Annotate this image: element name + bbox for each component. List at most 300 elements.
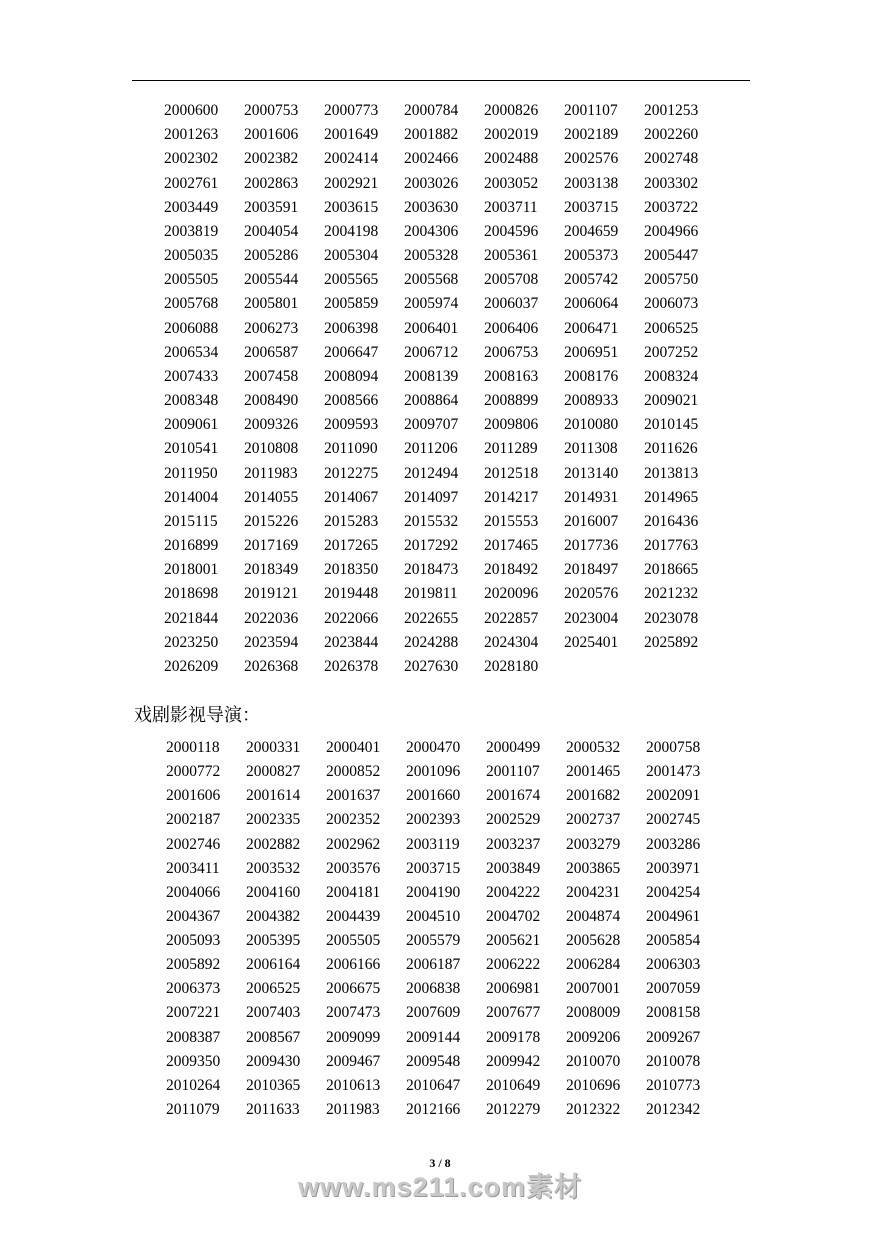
- student-number: 2000532: [566, 739, 621, 756]
- student-number: 2012494: [404, 464, 459, 482]
- student-number: 2002748: [644, 150, 699, 168]
- student-number: 2023594: [244, 633, 299, 651]
- student-number: 2014055: [244, 488, 299, 506]
- student-number: 2008566: [324, 392, 379, 410]
- student-number: 2006273: [244, 319, 299, 337]
- student-number: 2005974: [404, 295, 459, 313]
- student-number: 2001637: [326, 787, 381, 805]
- student-number: 2009099: [326, 1028, 381, 1046]
- student-number: 2003715: [406, 859, 461, 877]
- student-number: 2015283: [324, 512, 379, 530]
- student-number: 2019811: [404, 585, 458, 603]
- student-number: 2018698: [164, 585, 219, 603]
- student-number: 2009206: [566, 1028, 621, 1046]
- student-number: 2016899: [164, 537, 219, 555]
- student-number: 2004306: [404, 222, 459, 240]
- student-number: 2006164: [246, 956, 301, 974]
- student-number: 2006753: [484, 343, 539, 361]
- table-row: [164, 220, 724, 244]
- table-row: [166, 881, 726, 905]
- student-number: 2009593: [324, 416, 379, 434]
- student-number: 2011950: [164, 464, 218, 482]
- table-row: [164, 510, 724, 534]
- student-number: 2008933: [564, 392, 619, 410]
- table-row: [164, 292, 724, 316]
- student-number: 2010080: [564, 416, 619, 434]
- student-number: 2011626: [644, 440, 698, 458]
- student-number: 2000470: [406, 739, 461, 756]
- student-number: 2004961: [646, 907, 701, 925]
- student-number: 2010649: [486, 1076, 541, 1094]
- student-number: 2003138: [564, 174, 619, 192]
- student-number: 2003286: [646, 835, 701, 853]
- student-number: 2008387: [166, 1028, 221, 1046]
- student-number: 2026378: [324, 657, 379, 675]
- student-number: 2005395: [246, 932, 301, 950]
- student-number: 2005304: [324, 247, 379, 265]
- student-number: 2001107: [486, 763, 540, 781]
- student-number: 2007403: [246, 1004, 301, 1022]
- student-number: 2019448: [324, 585, 379, 603]
- table-row: [164, 582, 724, 606]
- student-number: 2010070: [566, 1052, 621, 1070]
- student-number: 2005286: [244, 247, 299, 265]
- student-number: 2015115: [164, 512, 218, 530]
- student-number: 2016436: [644, 512, 699, 530]
- student-number: 2008163: [484, 367, 539, 385]
- student-number: 2005505: [326, 932, 381, 950]
- student-number: 2006064: [564, 295, 619, 313]
- student-number: 2004254: [646, 883, 701, 901]
- student-number: 2003052: [484, 174, 539, 192]
- table-row: [164, 607, 724, 631]
- student-number: 2006166: [326, 956, 381, 974]
- student-number: 2008158: [646, 1004, 701, 1022]
- student-number: 2005568: [404, 271, 459, 289]
- student-number: 2009326: [244, 416, 299, 434]
- student-number: 2003119: [406, 835, 460, 853]
- student-number: 2003722: [644, 198, 699, 216]
- student-number: 2004659: [564, 222, 619, 240]
- student-number: 2021844: [164, 609, 219, 627]
- student-number: 2002091: [646, 787, 701, 805]
- student-number: 2004190: [406, 883, 461, 901]
- table-row: [164, 462, 724, 486]
- table-row: [166, 736, 726, 760]
- student-number: 2008324: [644, 367, 699, 385]
- student-number: 2008899: [484, 392, 539, 410]
- student-number: 2009707: [404, 416, 459, 434]
- student-number: 2004702: [486, 907, 541, 925]
- student-number: 2002466: [404, 150, 459, 168]
- student-number: 2006838: [406, 980, 461, 998]
- student-number: 2006303: [646, 956, 701, 974]
- student-number: 2011633: [246, 1100, 300, 1118]
- student-number: 2012166: [406, 1100, 461, 1118]
- student-number: 2017763: [644, 537, 699, 555]
- student-number: 2022655: [404, 609, 459, 627]
- student-number: 2010078: [646, 1052, 701, 1070]
- student-number: 2003532: [246, 859, 301, 877]
- student-number: 2000826: [484, 102, 539, 119]
- student-number: 2008009: [566, 1004, 621, 1022]
- table-row: [164, 413, 724, 437]
- student-number: 2001606: [166, 787, 221, 805]
- table-row: [164, 389, 724, 413]
- student-number: 2000331: [246, 739, 301, 756]
- student-number: 2005859: [324, 295, 379, 313]
- student-number: 2002393: [406, 811, 461, 829]
- student-number: 2002737: [566, 811, 621, 829]
- student-number: 2005544: [244, 271, 299, 289]
- student-number: 2002921: [324, 174, 379, 192]
- student-number: 2012342: [646, 1100, 701, 1118]
- student-number: 2000758: [646, 739, 701, 756]
- student-number: 2004439: [326, 907, 381, 925]
- student-number: 2002882: [246, 835, 301, 853]
- student-number: 2024288: [404, 633, 459, 651]
- table-row: [164, 437, 724, 461]
- student-number: 2007473: [326, 1004, 381, 1022]
- student-number: 2014965: [644, 488, 699, 506]
- student-number: 2002260: [644, 126, 699, 144]
- student-number: 2001473: [646, 763, 701, 781]
- student-number: 2003715: [564, 198, 619, 216]
- student-number: 2023844: [324, 633, 379, 651]
- student-number: 2005854: [646, 932, 701, 950]
- student-number: 2003026: [404, 174, 459, 192]
- table-row: [166, 760, 726, 784]
- table-row: [164, 172, 724, 196]
- student-number: 2005628: [566, 932, 621, 950]
- student-number: 2006222: [486, 956, 541, 974]
- student-number: 2011289: [484, 440, 538, 458]
- table-row: [164, 365, 724, 389]
- student-number: 2008490: [244, 392, 299, 410]
- student-number: 2010647: [406, 1076, 461, 1094]
- table-row: [166, 1098, 726, 1122]
- student-number: 2017169: [244, 537, 299, 555]
- table-row: [164, 99, 724, 123]
- student-number: 2000784: [404, 102, 459, 119]
- student-number: 2000772: [166, 763, 221, 781]
- student-number: 2007609: [406, 1004, 461, 1022]
- table-row: [166, 833, 726, 857]
- table-row: [166, 784, 726, 808]
- student-number: 2004367: [166, 907, 221, 925]
- student-number: 2002352: [326, 811, 381, 829]
- student-number: 2006406: [484, 319, 539, 337]
- student-number: 2004596: [484, 222, 539, 240]
- student-number: 2011090: [324, 440, 378, 458]
- student-number: 2017465: [484, 537, 539, 555]
- student-number: 2001465: [566, 763, 621, 781]
- student-number: 2010696: [566, 1076, 621, 1094]
- table-row: [164, 655, 724, 679]
- student-number: 2001096: [406, 763, 461, 781]
- student-number: 2003449: [164, 198, 219, 216]
- student-number: 2000852: [326, 763, 381, 781]
- student-number: 2023004: [564, 609, 619, 627]
- student-number: 2002187: [166, 811, 221, 829]
- student-number: 2003411: [166, 859, 220, 877]
- student-number: 2010365: [246, 1076, 301, 1094]
- student-number: 2026368: [244, 657, 299, 675]
- student-number: 2005447: [644, 247, 699, 265]
- student-number: 2024304: [484, 633, 539, 651]
- student-number: 2004066: [166, 883, 221, 901]
- student-number: 2011206: [404, 440, 458, 458]
- student-number: 2014931: [564, 488, 619, 506]
- section-heading-drama-film-directing: 戏剧影视导演：: [134, 705, 260, 726]
- student-number: 2005328: [404, 247, 459, 265]
- student-number: 2001107: [564, 102, 618, 119]
- student-number: 2001682: [566, 787, 621, 805]
- table-row: [166, 929, 726, 953]
- table-row: [164, 486, 724, 510]
- page-number: 3 / 8: [429, 1156, 451, 1170]
- student-number: 2004966: [644, 222, 699, 240]
- student-number: 2006525: [644, 319, 699, 337]
- student-number: 2006037: [484, 295, 539, 313]
- table-row: [164, 534, 724, 558]
- student-number: 2003279: [566, 835, 621, 853]
- student-number: 2022036: [244, 609, 299, 627]
- student-number: 2005892: [166, 956, 221, 974]
- student-number: 2002962: [326, 835, 381, 853]
- student-number: 2005768: [164, 295, 219, 313]
- student-number: 2006712: [404, 343, 459, 361]
- student-number: 2009061: [164, 416, 219, 434]
- student-number: 2025401: [564, 633, 619, 651]
- student-number: 2002746: [166, 835, 221, 853]
- table-row: [166, 977, 726, 1001]
- student-number: 2018665: [644, 561, 699, 579]
- student-number: 2011983: [244, 464, 298, 482]
- student-number: 2005742: [564, 271, 619, 289]
- student-number: 2004231: [566, 883, 621, 901]
- student-number: 2014004: [164, 488, 219, 506]
- student-number: 2008567: [246, 1028, 301, 1046]
- table-row: [164, 558, 724, 582]
- student-number: 2011079: [166, 1100, 220, 1118]
- table-row: [164, 317, 724, 341]
- student-number: 2005750: [644, 271, 699, 289]
- student-number: 2006398: [324, 319, 379, 337]
- student-number: 2015226: [244, 512, 299, 530]
- student-number: 2009430: [246, 1052, 301, 1070]
- student-number: 2002529: [486, 811, 541, 829]
- student-number: 2006187: [406, 956, 461, 974]
- student-number: 2021232: [644, 585, 699, 603]
- student-number: 2010541: [164, 440, 219, 458]
- student-number: 2006951: [564, 343, 619, 361]
- student-number: 2002302: [164, 150, 219, 168]
- student-number: 2022857: [484, 609, 539, 627]
- table-row: [166, 1050, 726, 1074]
- student-number: 2002761: [164, 174, 219, 192]
- student-number: 2004181: [326, 883, 381, 901]
- table-row: [166, 953, 726, 977]
- student-number: 2014217: [484, 488, 539, 506]
- student-number: 2001606: [244, 126, 299, 144]
- student-number: 2005565: [324, 271, 379, 289]
- student-number: 2018473: [404, 561, 459, 579]
- student-number: 2020576: [564, 585, 619, 603]
- student-number: 2002576: [564, 150, 619, 168]
- table-row: [164, 244, 724, 268]
- student-number: 2017736: [564, 537, 619, 555]
- student-number: 2005361: [484, 247, 539, 265]
- student-number: 2006647: [324, 343, 379, 361]
- student-number: 2020096: [484, 585, 539, 603]
- student-number: 2006401: [404, 319, 459, 337]
- student-number: 2018001: [164, 561, 219, 579]
- student-number: 2002863: [244, 174, 299, 192]
- student-number: 2005801: [244, 295, 299, 313]
- student-number: 2015532: [404, 512, 459, 530]
- student-number: 2005373: [564, 247, 619, 265]
- table-row: [164, 268, 724, 292]
- student-number: 2007001: [566, 980, 621, 998]
- student-number: 2005505: [164, 271, 219, 289]
- table-row: [166, 1026, 726, 1050]
- student-number: 2010773: [646, 1076, 701, 1094]
- student-number: 2007433: [164, 367, 219, 385]
- student-number: 2005708: [484, 271, 539, 289]
- student-number: 2000499: [486, 739, 541, 756]
- student-number: 2003865: [566, 859, 621, 877]
- student-number: 2001882: [404, 126, 459, 144]
- student-number: 2018492: [484, 561, 539, 579]
- student-number: 2007221: [166, 1004, 221, 1022]
- student-number: 2009942: [486, 1052, 541, 1070]
- student-number: 2012275: [324, 464, 379, 482]
- student-number: 2017292: [404, 537, 459, 555]
- student-number: 2004160: [246, 883, 301, 901]
- student-number: 2002382: [244, 150, 299, 168]
- student-number: 2004874: [566, 907, 621, 925]
- header-rule: [132, 80, 750, 81]
- table-row: [166, 905, 726, 929]
- student-number: 2008864: [404, 392, 459, 410]
- student-number: 2003615: [324, 198, 379, 216]
- table-row: [166, 1001, 726, 1025]
- student-number: 2000773: [324, 102, 379, 119]
- student-number: 2008094: [324, 367, 379, 385]
- student-number: 2003711: [484, 198, 538, 216]
- student-number: 2011983: [326, 1100, 380, 1118]
- student-number: 2003971: [646, 859, 701, 877]
- student-number: 2013140: [564, 464, 619, 482]
- student-number: 2007677: [486, 1004, 541, 1022]
- student-number: 2012322: [566, 1100, 621, 1118]
- student-number: 2009267: [646, 1028, 701, 1046]
- student-number: 2008348: [164, 392, 219, 410]
- student-number: 2006073: [644, 295, 699, 313]
- table-row: [164, 147, 724, 171]
- student-number: 2006088: [164, 319, 219, 337]
- student-number: 2003576: [326, 859, 381, 877]
- table-row: [166, 857, 726, 881]
- student-number: 2001263: [164, 126, 219, 144]
- student-number: 2006587: [244, 343, 299, 361]
- student-number: 2002414: [324, 150, 379, 168]
- student-number: 2006284: [566, 956, 621, 974]
- student-number: 2009350: [166, 1052, 221, 1070]
- student-number: 2001649: [324, 126, 379, 144]
- student-number: 2009467: [326, 1052, 381, 1070]
- student-number: 2016007: [564, 512, 619, 530]
- student-number: 2012518: [484, 464, 539, 482]
- student-number: 2005093: [166, 932, 221, 950]
- student-number: 2005579: [406, 932, 461, 950]
- student-number: 2000827: [246, 763, 301, 781]
- student-number: 2008139: [404, 367, 459, 385]
- student-number: 2018349: [244, 561, 299, 579]
- student-number: 2002335: [246, 811, 301, 829]
- student-number: 2012279: [486, 1100, 541, 1118]
- student-number: 2006373: [166, 980, 221, 998]
- student-number: 2004054: [244, 222, 299, 240]
- student-number: 2006525: [246, 980, 301, 998]
- student-number: 2002745: [646, 811, 701, 829]
- student-number: 2006471: [564, 319, 619, 337]
- table-row: [164, 196, 724, 220]
- student-number: 2000753: [244, 102, 299, 119]
- student-number: 2009548: [406, 1052, 461, 1070]
- student-number: 2001614: [246, 787, 301, 805]
- student-number: 2000401: [326, 739, 381, 756]
- student-number: 2015553: [484, 512, 539, 530]
- student-number: 2014067: [324, 488, 379, 506]
- student-number: 2010264: [166, 1076, 221, 1094]
- student-number: 2001674: [486, 787, 541, 805]
- student-number: 2000600: [164, 102, 219, 119]
- student-number: 2006981: [486, 980, 541, 998]
- table-row: [164, 123, 724, 147]
- student-number: 2008176: [564, 367, 619, 385]
- student-number: 2018350: [324, 561, 379, 579]
- student-number: 2010808: [244, 440, 299, 458]
- student-number: 2014097: [404, 488, 459, 506]
- student-number: 2003302: [644, 174, 699, 192]
- student-number: 2022066: [324, 609, 379, 627]
- student-number: 2010613: [326, 1076, 381, 1094]
- student-number: 2025892: [644, 633, 699, 651]
- student-number: 2017265: [324, 537, 379, 555]
- student-number: 2013813: [644, 464, 699, 482]
- student-number: 2018497: [564, 561, 619, 579]
- student-number: 2000118: [166, 739, 220, 756]
- student-number: 2003591: [244, 198, 299, 216]
- student-number: 2003849: [486, 859, 541, 877]
- student-number: 2010145: [644, 416, 699, 434]
- student-number: 2011308: [564, 440, 618, 458]
- student-number: 2002189: [564, 126, 619, 144]
- student-number: 2003630: [404, 198, 459, 216]
- student-number: 2003237: [486, 835, 541, 853]
- student-number: 2004382: [246, 907, 301, 925]
- student-number: 2004510: [406, 907, 461, 925]
- student-number: 2006534: [164, 343, 219, 361]
- student-number: 2003819: [164, 222, 219, 240]
- student-number: 2002019: [484, 126, 539, 144]
- table-row: [166, 808, 726, 832]
- student-number: 2004222: [486, 883, 541, 901]
- table-row: [164, 341, 724, 365]
- student-number: 2001253: [644, 102, 699, 119]
